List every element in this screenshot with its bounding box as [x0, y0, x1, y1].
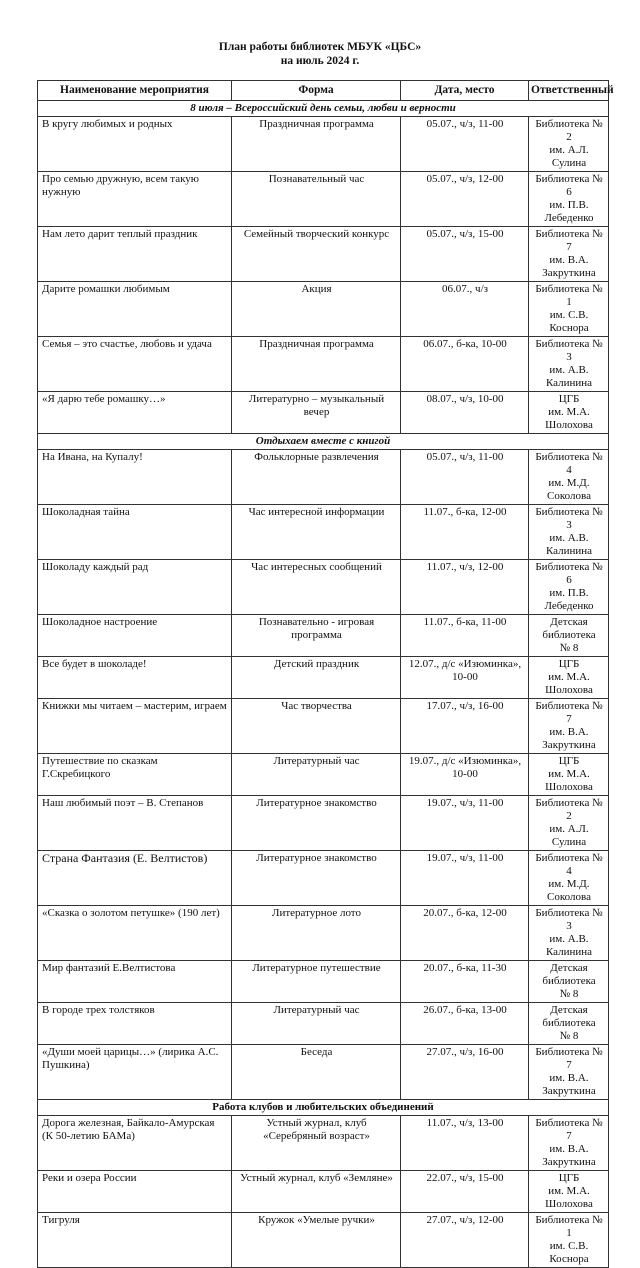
table-row — [38, 282, 609, 337]
table-row — [38, 1045, 609, 1100]
event-form: Литературное путешествие — [232, 961, 401, 1003]
event-responsible — [529, 1171, 609, 1213]
responsible-library-namesake: им. П.В. Лебеденко — [544, 199, 594, 224]
responsible-library: Библиотека № 1 — [535, 1214, 603, 1239]
responsible-library-namesake: им. А.Л. Сулина — [549, 144, 589, 169]
table-row — [38, 117, 609, 172]
table-row — [38, 906, 609, 961]
event-date-place: 20.07., б-ка, 12-00 — [401, 906, 529, 961]
responsible-library-namesake: им. В.А. Закруткина — [542, 1072, 596, 1097]
event-date-place: 19.07., д/с «Изюминка», 10-00 — [401, 754, 529, 796]
section-title: Работа клубов и любительских объединений — [38, 1100, 609, 1116]
responsible-library-namesake: им. В.А. Закруткина — [542, 1143, 596, 1168]
table-row — [38, 1213, 609, 1268]
column-header-form: Форма — [232, 81, 401, 101]
table-row — [38, 505, 609, 560]
event-date-place: 05.07., ч/з, 15-00 — [401, 227, 529, 282]
responsible-library-namesake: им. А.В. Калинина — [545, 933, 593, 958]
event-date-place: 26.07., б-ка, 13-00 — [401, 1003, 529, 1045]
event-date-place: 11.07., б-ка, 11-00 — [401, 615, 529, 657]
event-form: Беседа — [232, 1045, 401, 1100]
responsible-library: Библиотека № 3 — [535, 506, 603, 531]
section-title: 8 июля – Всероссийский день семьи, любви и верности — [38, 101, 609, 117]
responsible-library: Библиотека № 3 — [535, 907, 603, 932]
responsible-library-namesake: им. В.А. Закруткина — [542, 726, 596, 751]
responsible-library: Библиотека № 4 — [535, 451, 603, 476]
responsible-library-namesake: им. А.В. Калинина — [545, 364, 593, 389]
responsible-library-namesake: им. А.В. Калинина — [545, 532, 593, 557]
event-date-place: 08.07., ч/з, 10-00 — [401, 392, 529, 434]
responsible-library: Библиотека № 7 — [535, 700, 603, 725]
event-date-place: 12.07., д/с «Изюминка», 10-00 — [401, 657, 529, 699]
table-row — [38, 796, 609, 851]
title-line-1: План работы библиотек МБУК «ЦБС» — [218, 41, 422, 53]
event-responsible — [529, 282, 609, 337]
table-row — [38, 699, 609, 754]
event-responsible — [529, 1003, 609, 1045]
responsible-library: ЦГБ — [558, 393, 580, 405]
responsible-library-namesake: № 8 — [559, 1030, 579, 1042]
event-responsible — [529, 337, 609, 392]
event-date-place: 19.07., ч/з, 11-00 — [401, 796, 529, 851]
column-header-responsible: Ответственный — [529, 81, 609, 101]
column-header-name: Наименование мероприятия — [38, 81, 232, 101]
event-responsible — [529, 117, 609, 172]
event-date-place: 11.07., ч/з, 12-00 — [401, 560, 529, 615]
event-date-place: 06.07., б-ка, 10-00 — [401, 337, 529, 392]
event-name: Нам лето дарит теплый праздник — [38, 227, 232, 282]
event-name: В городе трех толстяков — [38, 1003, 232, 1045]
event-name: Мир фантазий Е.Велтистова — [38, 961, 232, 1003]
event-form: Литературно – музыкальный вечер — [232, 392, 401, 434]
responsible-library: Библиотека № 2 — [535, 118, 603, 143]
event-date-place: 05.07., ч/з, 11-00 — [401, 117, 529, 172]
plan-table — [37, 80, 614, 1268]
responsible-library-namesake: № 8 — [559, 642, 579, 654]
event-date-place: 27.07., ч/з, 12-00 — [401, 1213, 529, 1268]
responsible-library: Библиотека № 6 — [535, 173, 603, 198]
event-form: Литературное лото — [232, 906, 401, 961]
event-date-place: 05.07., ч/з, 11-00 — [401, 450, 529, 505]
column-header-date: Дата, место — [401, 81, 529, 101]
event-responsible — [529, 754, 609, 796]
responsible-library: Библиотека № 7 — [535, 1046, 603, 1071]
table-row — [38, 1171, 609, 1213]
section-title: Отдыхаем вместе с книгой — [38, 434, 609, 450]
event-form: Познавательно - игровая программа — [232, 615, 401, 657]
document-title — [0, 40, 640, 68]
event-form: Познавательный час — [232, 172, 401, 227]
event-responsible — [529, 657, 609, 699]
table-row — [38, 615, 609, 657]
event-name: «Сказка о золотом петушке» (190 лет) — [38, 906, 232, 961]
event-date-place: 17.07., ч/з, 16-00 — [401, 699, 529, 754]
event-name: Все будет в шоколаде! — [38, 657, 232, 699]
section-row — [38, 434, 609, 450]
responsible-library: Библиотека № 7 — [535, 1117, 603, 1142]
event-name: Реки и озера России — [38, 1171, 232, 1213]
event-date-place: 05.07., ч/з, 12-00 — [401, 172, 529, 227]
responsible-library-namesake: им. М.А. Шолохова — [545, 671, 593, 696]
responsible-library: Библиотека № 6 — [535, 561, 603, 586]
responsible-library: Библиотека № 3 — [535, 338, 603, 363]
event-name: Дарите ромашки любимым — [38, 282, 232, 337]
event-form: Час творчества — [232, 699, 401, 754]
event-name: В кругу любимых и родных — [38, 117, 232, 172]
event-responsible — [529, 172, 609, 227]
responsible-library: ЦГБ — [558, 755, 580, 767]
event-name: Шоколадная тайна — [38, 505, 232, 560]
event-date-place: 11.07., б-ка, 12-00 — [401, 505, 529, 560]
event-name: Про семью дружную, всем такую нужную — [38, 172, 232, 227]
responsible-library: Библиотека № 4 — [535, 852, 603, 877]
event-form: Устный журнал, клуб «Земляне» — [232, 1171, 401, 1213]
event-date-place: 20.07., б-ка, 11-30 — [401, 961, 529, 1003]
event-name: Шоколаду каждый рад — [38, 560, 232, 615]
event-responsible — [529, 699, 609, 754]
table-row — [38, 1116, 609, 1171]
responsible-library-namesake: им. П.В. Лебеденко — [544, 587, 594, 612]
event-responsible — [529, 450, 609, 505]
responsible-library: ЦГБ — [558, 658, 580, 670]
event-form: Фольклорные развлечения — [232, 450, 401, 505]
event-form: Детский праздник — [232, 657, 401, 699]
event-responsible — [529, 505, 609, 560]
responsible-library: Библиотека № 7 — [535, 228, 603, 253]
responsible-library: Библиотека № 1 — [535, 283, 603, 308]
event-name: «Души моей царицы…» (лирика А.С. Пушкина) — [38, 1045, 232, 1100]
event-date-place: 19.07., ч/з, 11-00 — [401, 851, 529, 906]
event-form: Устный журнал, клуб «Серебряный возраст» — [232, 1116, 401, 1171]
plan-table-body — [38, 101, 609, 1268]
responsible-library-namesake: им. М.А. Шолохова — [545, 1185, 593, 1210]
event-responsible — [529, 1213, 609, 1268]
event-name: На Ивана, на Купалу! — [38, 450, 232, 505]
responsible-library: Детская библиотека — [542, 1004, 596, 1029]
event-form: Литературный час — [232, 1003, 401, 1045]
responsible-library-namesake: им. С.В. Коснора — [549, 309, 589, 334]
event-responsible — [529, 615, 609, 657]
table-row — [38, 961, 609, 1003]
event-name: «Я дарю тебе ромашку…» — [38, 392, 232, 434]
event-date-place: 22.07., ч/з, 15-00 — [401, 1171, 529, 1213]
responsible-library-namesake: им. А.Л. Сулина — [549, 823, 589, 848]
responsible-library-namesake: № 8 — [559, 988, 579, 1000]
event-responsible — [529, 1045, 609, 1100]
responsible-library-namesake: им. М.А. Шолохова — [545, 768, 593, 793]
event-form: Литературное знакомство — [232, 851, 401, 906]
table-header-row — [38, 81, 609, 101]
event-name: Путешествие по сказкам Г.Скребицкого — [38, 754, 232, 796]
event-responsible — [529, 392, 609, 434]
table-row — [38, 337, 609, 392]
responsible-library-namesake: им. В.А. Закруткина — [542, 254, 596, 279]
event-form: Праздничная программа — [232, 337, 401, 392]
title-line-2: на июль 2024 г. — [280, 55, 360, 67]
responsible-library-namesake: им. М.Д. Соколова — [547, 878, 591, 903]
event-name: Семья – это счастье, любовь и удача — [38, 337, 232, 392]
event-responsible — [529, 796, 609, 851]
event-responsible — [529, 906, 609, 961]
event-responsible — [529, 560, 609, 615]
event-form: Акция — [232, 282, 401, 337]
event-date-place: 06.07., ч/з — [401, 282, 529, 337]
event-date-place: 27.07., ч/з, 16-00 — [401, 1045, 529, 1100]
responsible-library: Детская библиотека — [542, 962, 596, 987]
responsible-library: Детская библиотека — [542, 616, 596, 641]
section-row — [38, 101, 609, 117]
event-date-place: 11.07., ч/з, 13-00 — [401, 1116, 529, 1171]
responsible-library-namesake: им. М.Д. Соколова — [547, 477, 591, 502]
responsible-library-namesake: им. М.А. Шолохова — [545, 406, 593, 431]
event-form: Час интересных сообщений — [232, 560, 401, 615]
event-name: Шоколадное настроение — [38, 615, 232, 657]
table-row — [38, 851, 609, 906]
table-row — [38, 227, 609, 282]
event-name: Книжки мы читаем – мастерим, играем — [38, 699, 232, 754]
event-name: Страна Фантазия (Е. Велтистов) — [38, 851, 232, 906]
event-responsible — [529, 851, 609, 906]
event-form: Кружок «Умелые ручки» — [232, 1213, 401, 1268]
responsible-library-namesake: им. С.В. Коснора — [549, 1240, 589, 1265]
table-row — [38, 172, 609, 227]
responsible-library: ЦГБ — [558, 1172, 580, 1184]
event-name: Тигруля — [38, 1213, 232, 1268]
event-form: Литературное знакомство — [232, 796, 401, 851]
table-row — [38, 1003, 609, 1045]
event-form: Семейный творческий конкурс — [232, 227, 401, 282]
table-row — [38, 754, 609, 796]
event-form: Час интересной информации — [232, 505, 401, 560]
event-name: Наш любимый поэт – В. Степанов — [38, 796, 232, 851]
event-form: Праздничная программа — [232, 117, 401, 172]
event-responsible — [529, 961, 609, 1003]
table-row — [38, 560, 609, 615]
table-row — [38, 392, 609, 434]
event-name: Дорога железная, Байкало-Амурская (К 50-летию БАМа) — [38, 1116, 232, 1171]
responsible-library: Библиотека № 2 — [535, 797, 603, 822]
table-row — [38, 657, 609, 699]
event-form: Литературный час — [232, 754, 401, 796]
event-responsible — [529, 227, 609, 282]
table-row — [38, 450, 609, 505]
section-row — [38, 1100, 609, 1116]
event-responsible — [529, 1116, 609, 1171]
